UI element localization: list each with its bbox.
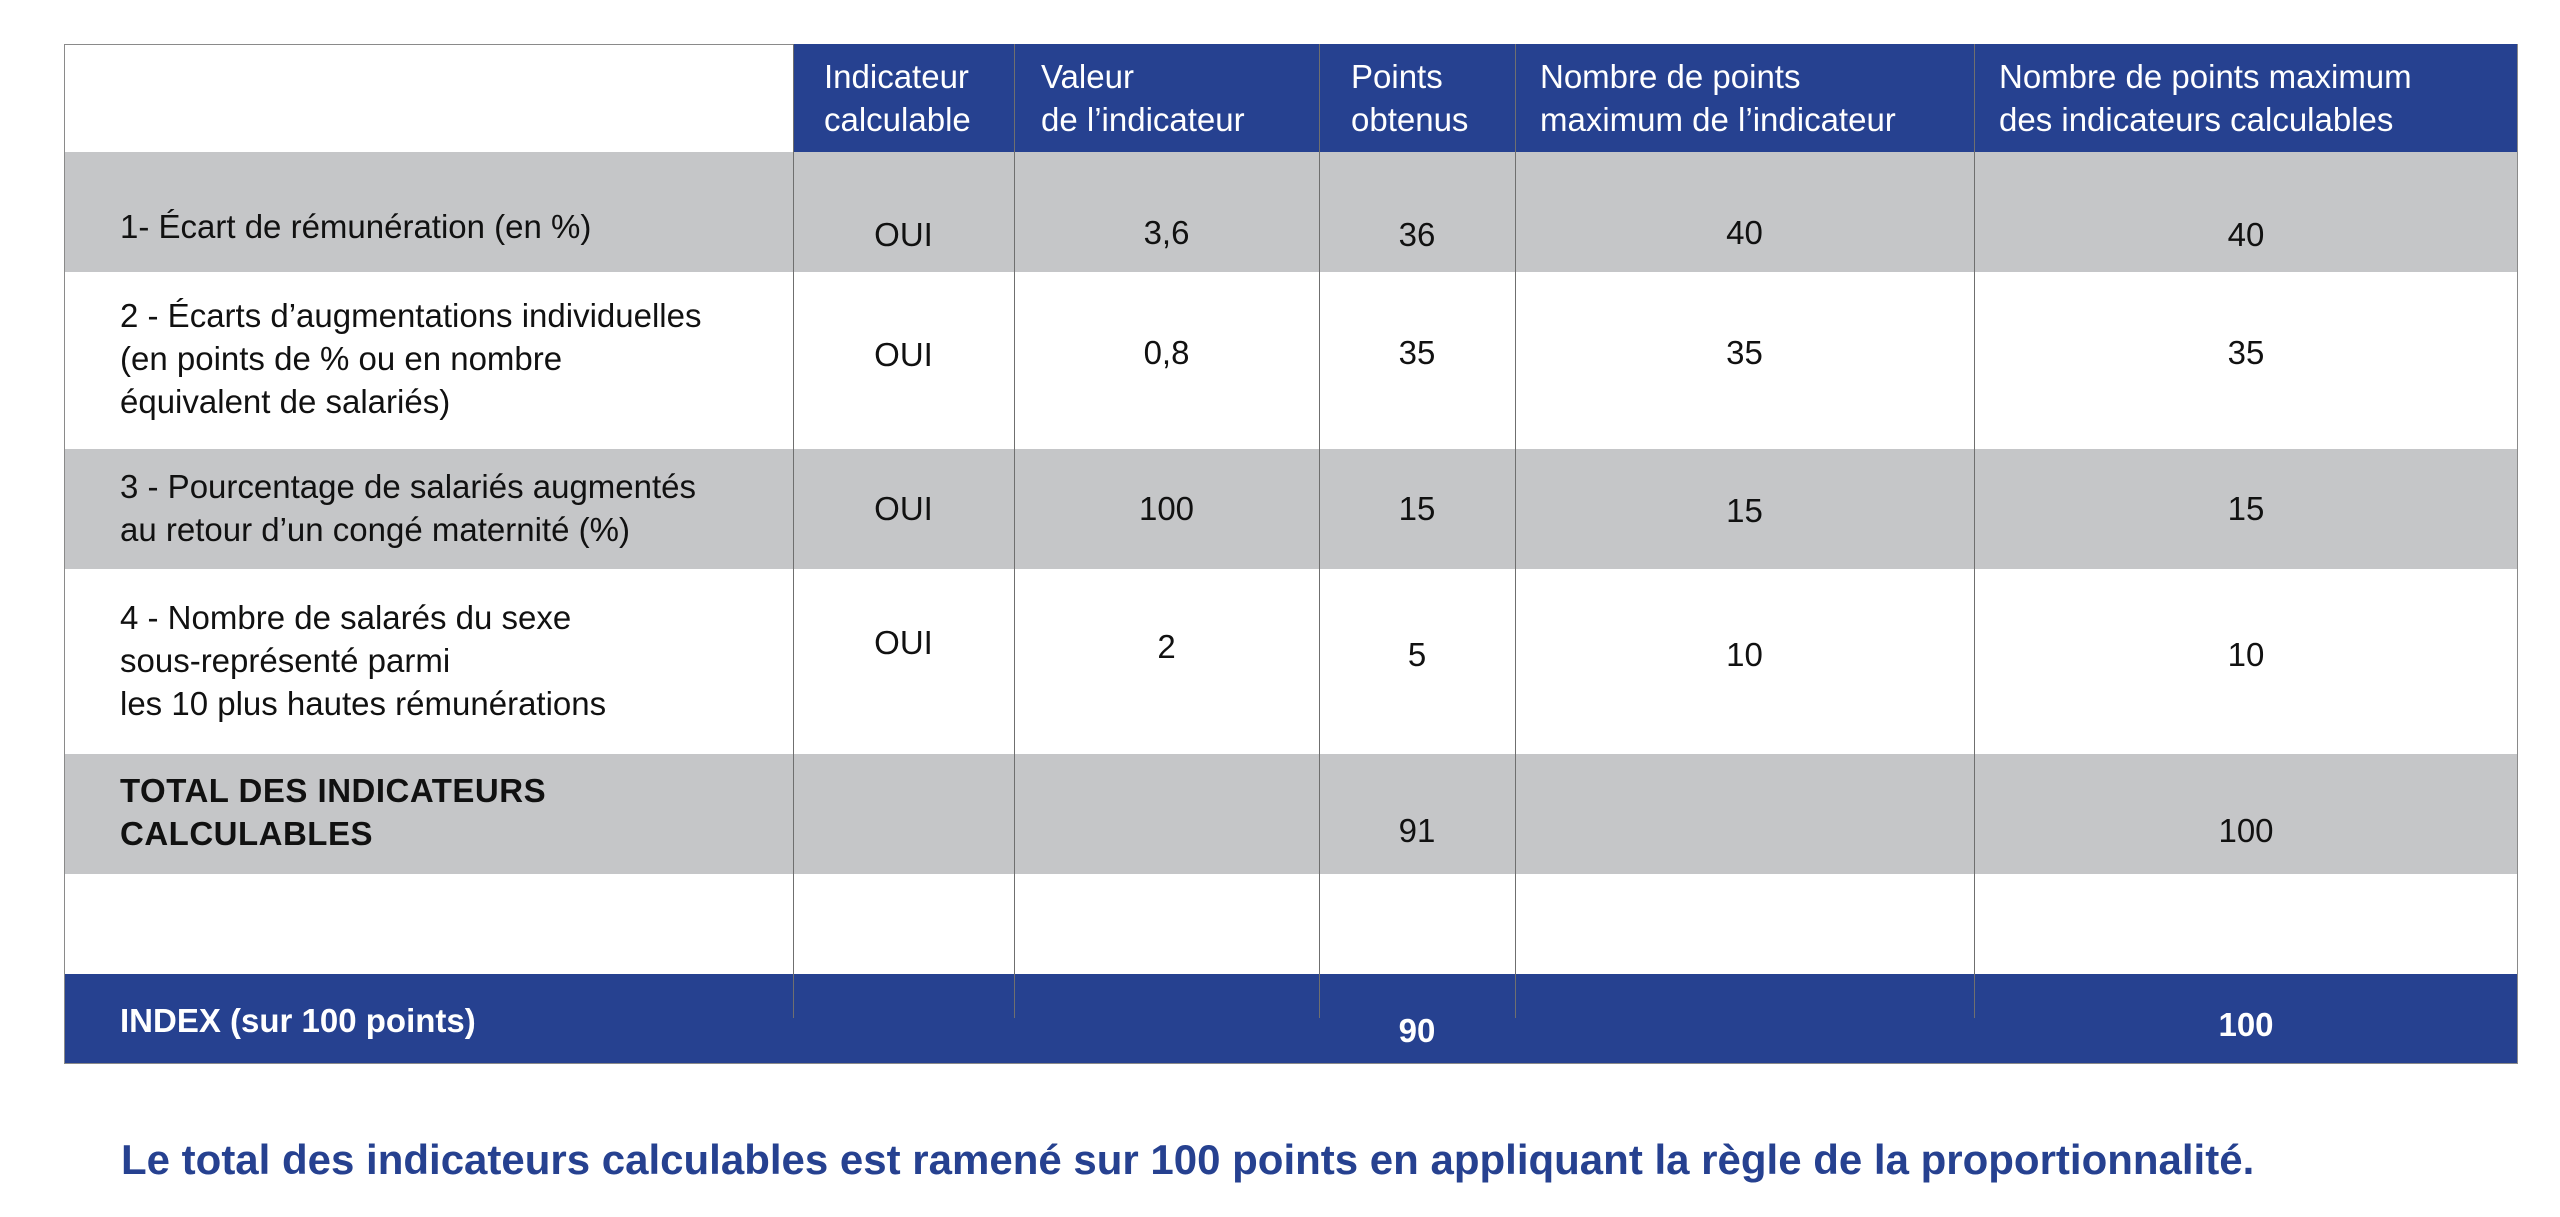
row-label-ecart-remuneration: 1- Écart de rémunération (en %) xyxy=(120,207,592,245)
index-points: 90 xyxy=(1398,1011,1436,1049)
cell-valeur: 3,6 xyxy=(1143,213,1190,251)
indicators-table xyxy=(64,44,2518,1064)
header-indicateur-calculable: Indicateur calculable xyxy=(824,58,971,138)
cell-valeur: 0,8 xyxy=(1143,333,1190,371)
header-valeur-indicateur: Valeur de l’indicateur xyxy=(1041,58,1245,138)
cell-points: 5 xyxy=(1407,635,1427,673)
column-divider xyxy=(793,44,794,1018)
cell-calculable: OUI xyxy=(874,623,933,661)
cell-calculable: OUI xyxy=(874,489,933,527)
cell-max-indicateur: 10 xyxy=(1726,635,1763,673)
proportionality-note: Le total des indicateurs calculables est ramené sur 100 points en appliquant la règle de la proportionnalité. xyxy=(121,1136,2255,1183)
cell-calculable: OUI xyxy=(874,215,933,253)
column-divider xyxy=(1974,44,1975,1018)
cell-points: 15 xyxy=(1398,489,1436,527)
cell-calculable: OUI xyxy=(874,335,933,373)
row-label-conge-maternite: 3 - Pourcentage de salariés augmentés au retour d’un congé maternité (%) xyxy=(120,468,697,548)
cell-max-calculables: 15 xyxy=(2227,489,2265,527)
total-label: TOTAL DES INDICATEURS CALCULABLES xyxy=(120,772,547,852)
header-max-calculables: Nombre de points maximum des indicateurs calculables xyxy=(1999,58,2412,138)
column-divider xyxy=(1014,44,1015,1018)
cell-max-indicateur: 35 xyxy=(1726,333,1763,371)
row-label-hautes-remunerations: 4 - Nombre de salarés du sexe sous-représenté parmi les 10 plus hautes rémunérations xyxy=(120,598,607,722)
total-points: 91 xyxy=(1398,811,1436,849)
row-label-ecarts-augmentations: 2 - Écarts d’augmentations individuelles (en points de % ou en nombre équivalent de salariés) xyxy=(120,296,702,420)
cell-max-calculables: 35 xyxy=(2227,333,2265,371)
cell-max-calculables: 40 xyxy=(2227,215,2265,253)
cell-max-indicateur: 40 xyxy=(1726,213,1763,251)
cell-max-indicateur: 15 xyxy=(1726,491,1763,529)
cell-valeur: 100 xyxy=(1138,489,1195,527)
cell-points: 36 xyxy=(1398,215,1436,253)
cell-points: 35 xyxy=(1398,333,1436,371)
header-points-obtenus: Points obtenus xyxy=(1351,58,1469,138)
header-empty-cell xyxy=(64,44,793,152)
total-max-calculables: 100 xyxy=(2218,811,2274,849)
index-label: INDEX (sur 100 points) xyxy=(120,1001,476,1039)
cell-valeur: 2 xyxy=(1157,627,1176,665)
column-divider xyxy=(1319,44,1320,1018)
cell-max-calculables: 10 xyxy=(2227,635,2265,673)
index-max-calculables: 100 xyxy=(2218,1005,2274,1043)
header-max-indicateur: Nombre de points maximum de l’indicateur xyxy=(1540,58,1896,138)
